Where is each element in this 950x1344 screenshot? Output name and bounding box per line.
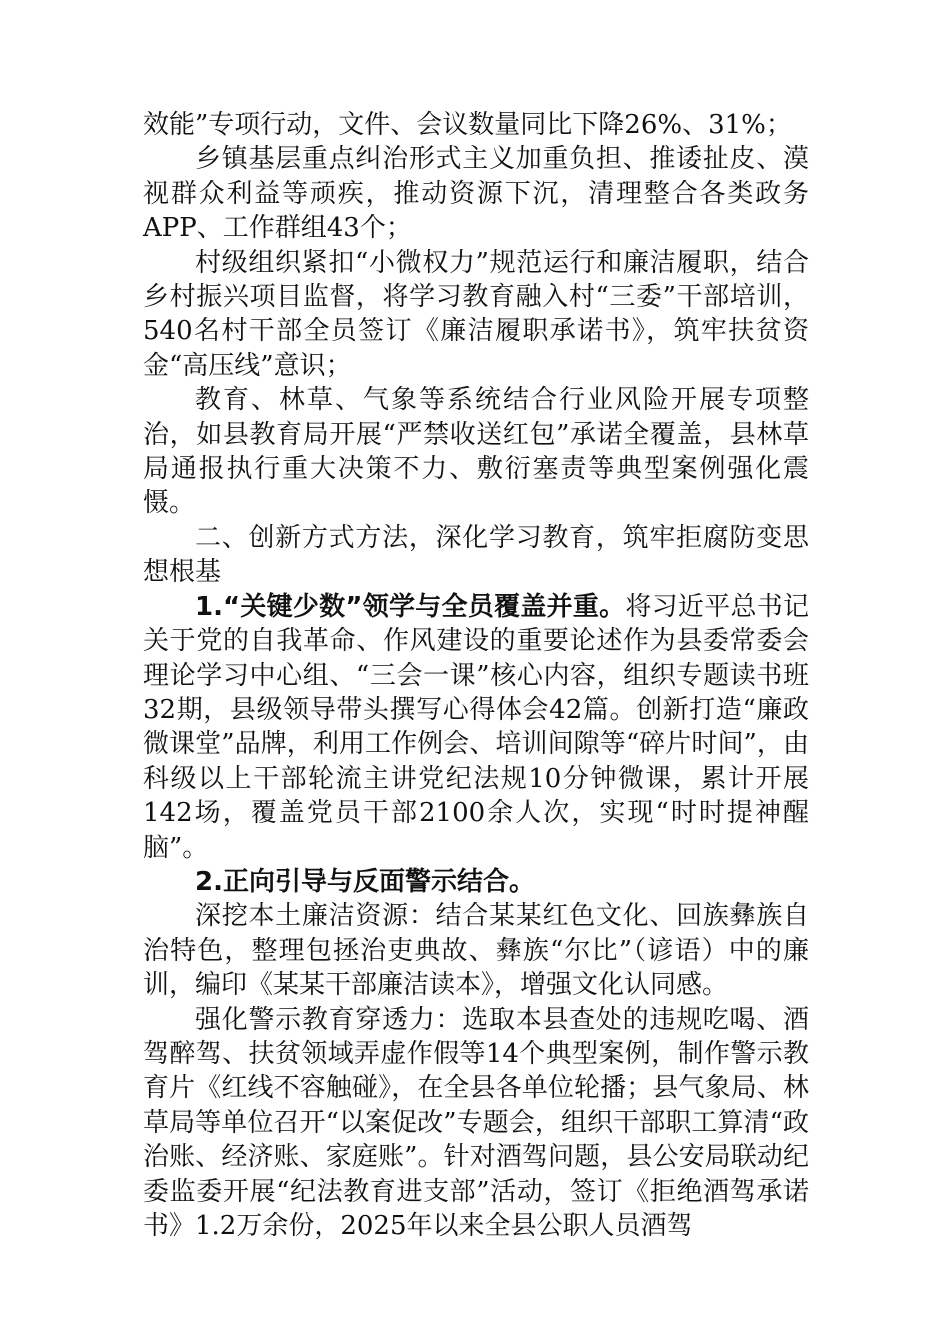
- paragraph: [143, 108, 809, 142]
- paragraph-text: 强化警示教育穿透力：选取本县查处的违规吃喝、酒驾醉驾、扶贫领域弄虚作假等14个典型案例，制作警示教育片《红线不容触碰》，在全县各单位轮播；县气象局、林草局等单位召开“以案促改”专题会，组织干部职工算清“政治账、经济账、家庭账”。针对酒驾问题，县公安局联动纪委监委开展“纪法教育进支部”活动，签订《拒绝酒驾承诺书》1.2万余份，2025年以来全县公职人员酒驾: [143, 1004, 809, 1241]
- paragraph-text: 效能”专项行动，文件、会议数量同比下降26%、31%；: [143, 110, 792, 140]
- paragraph-text: 村级组织紧扣“小微权力”规范运行和廉洁履职，结合乡村振兴项目监督，将学习教育融入村“三委”干部培训，540名村干部全员签订《廉洁履职承诺书》，筑牢扶贫资金“高压线”意识；: [143, 247, 809, 381]
- paragraph-lead: 2.正向引导与反面警示结合。: [195, 866, 535, 897]
- paragraph-text: 二、创新方式方法，深化学习教育，筑牢拒腐防变思想根基: [143, 522, 809, 588]
- paragraph-text: 将习近平总书记关于党的自我革命、作风建设的重要论述作为县委常委会理论学习中心组、“三会一课”核心内容，组织专题读书班32期，县级领导带头撰写心得体会42篇。创新打造“廉政微课堂”品牌，利用工作例会、培训间隙等“碎片时间”，由科级以上干部轮流主讲党纪法规10分钟微课，累计开展142场，覆盖党员干部2100余人次，实现“时时提神醒脑”。: [143, 591, 809, 863]
- paragraph-text: 乡镇基层重点纠治形式主义加重负担、推诿扯皮、漠视群众利益等顽疾，推动资源下沉，清理整合各类政务APP、工作群组43个；: [143, 144, 809, 244]
- paragraph: [143, 590, 809, 865]
- paragraph: [143, 246, 809, 384]
- paragraph: [143, 142, 809, 245]
- document-body: [143, 108, 809, 1243]
- paragraph: [143, 383, 809, 521]
- paragraph-lead: 1.“关键少数”领学与全员覆盖并重。: [195, 591, 626, 622]
- paragraph: [143, 1003, 809, 1244]
- section-heading: [143, 521, 809, 590]
- paragraph: [143, 899, 809, 1002]
- paragraph-text: 深挖本土廉洁资源：结合某某红色文化、回族彝族自治特色，整理包拯治吏典故、彝族“尔比”（谚语）中的廉训，编印《某某干部廉洁读本》，增强文化认同感。: [143, 901, 809, 1001]
- paragraph-text: 教育、林草、气象等系统结合行业风险开展专项整治，如县教育局开展“严禁收送红包”承诺全覆盖，县林草局通报执行重大决策不力、敷衍塞责等典型案例强化震慑。: [143, 385, 809, 519]
- subheading: [143, 865, 809, 899]
